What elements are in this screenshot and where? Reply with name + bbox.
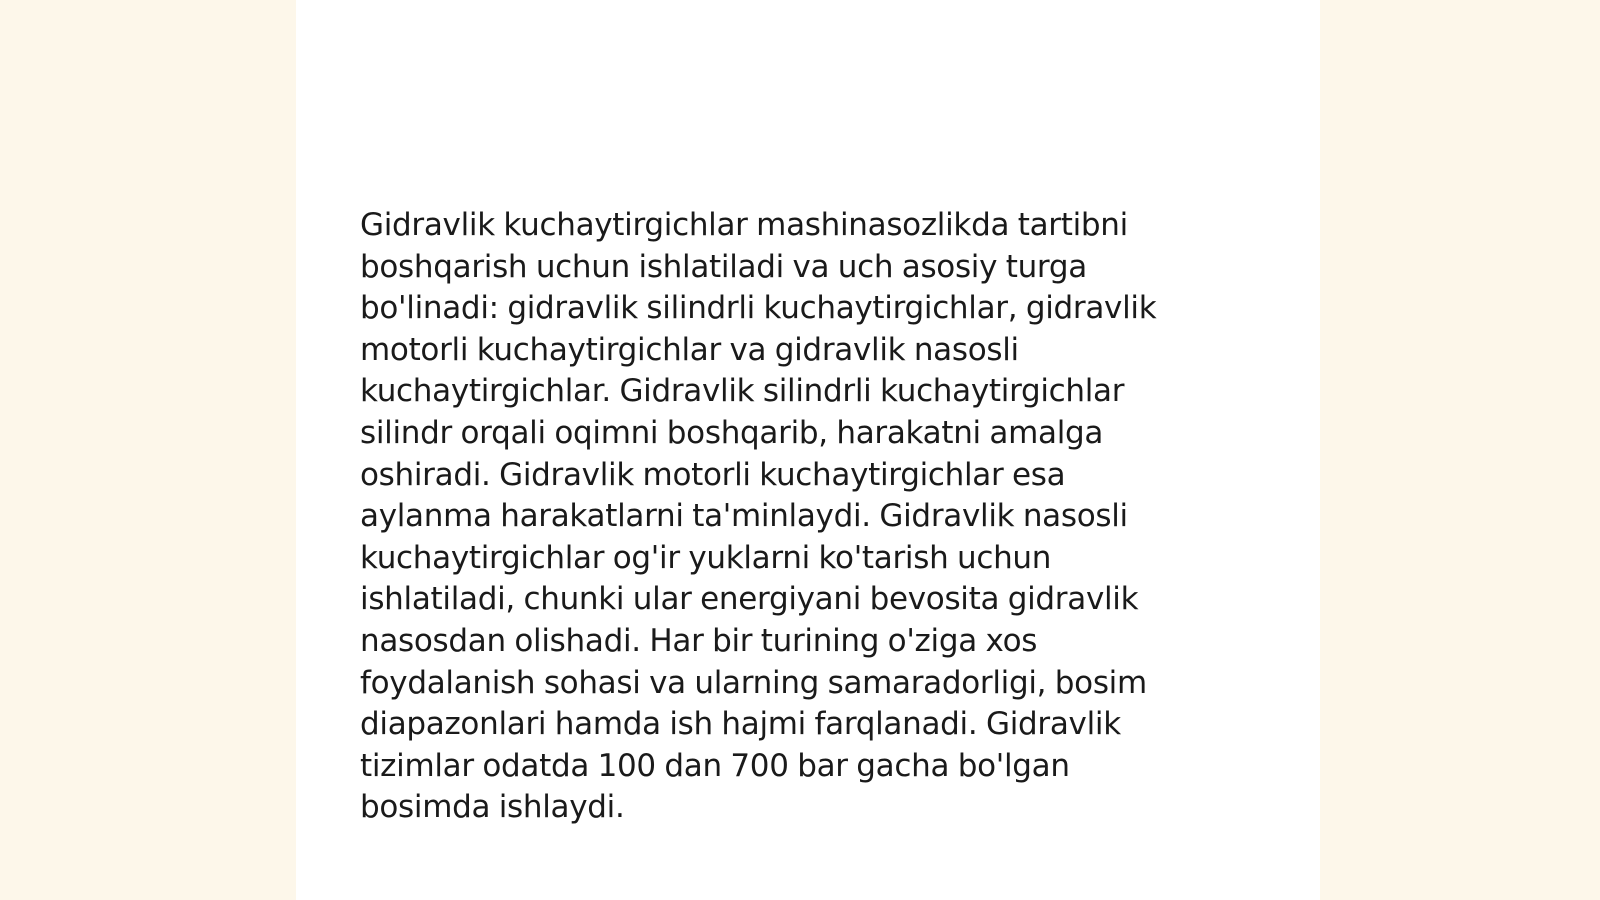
paragraph-line: diapazonlari hamda ish hajmi farqlanadi. Gidravlik xyxy=(360,706,1121,743)
paragraph-line: aylanma harakatlarni ta'minlaydi. Gidravlik nasosli xyxy=(360,498,1128,535)
paragraph-line: foydalanish sohasi va ularning samaradorligi, bosim xyxy=(360,664,1147,701)
paragraph-line: silindr orqali oqimni boshqarib, harakatni amalga xyxy=(360,414,1104,451)
paragraph-line: bosimda ishlaydi. xyxy=(360,789,625,826)
paragraph-line: Gidravlik kuchaytirgichlar mashinasozlikda tartibni xyxy=(360,207,1128,243)
paragraph-line: motorli kuchaytirgichlar va gidravlik nasosli xyxy=(360,331,1019,368)
paragraph-line: boshqarish uchun ishlatiladi va uch asosiy turga xyxy=(360,248,1087,285)
paragraph-line: bo'linadi: gidravlik silindrli kuchaytirgichlar, gidravlik xyxy=(360,290,1157,327)
paragraph-line: nasosdan olishadi. Har bir turining o'ziga xos xyxy=(360,622,1038,659)
body-paragraph xyxy=(360,205,1260,829)
paragraph-line: tizimlar odatda 100 dan 700 bar gacha bo'lgan xyxy=(360,747,1070,784)
paragraph-line: oshiradi. Gidravlik motorli kuchaytirgichlar esa xyxy=(360,456,1066,493)
paragraph-line: ishlatiladi, chunki ular energiyani bevosita gidravlik xyxy=(360,581,1139,618)
paragraph-line: kuchaytirgichlar. Gidravlik silindrli kuchaytirgichlar xyxy=(360,373,1125,410)
paragraph-line: kuchaytirgichlar og'ir yuklarni ko'tarish uchun xyxy=(360,539,1052,576)
document-page xyxy=(296,0,1320,900)
